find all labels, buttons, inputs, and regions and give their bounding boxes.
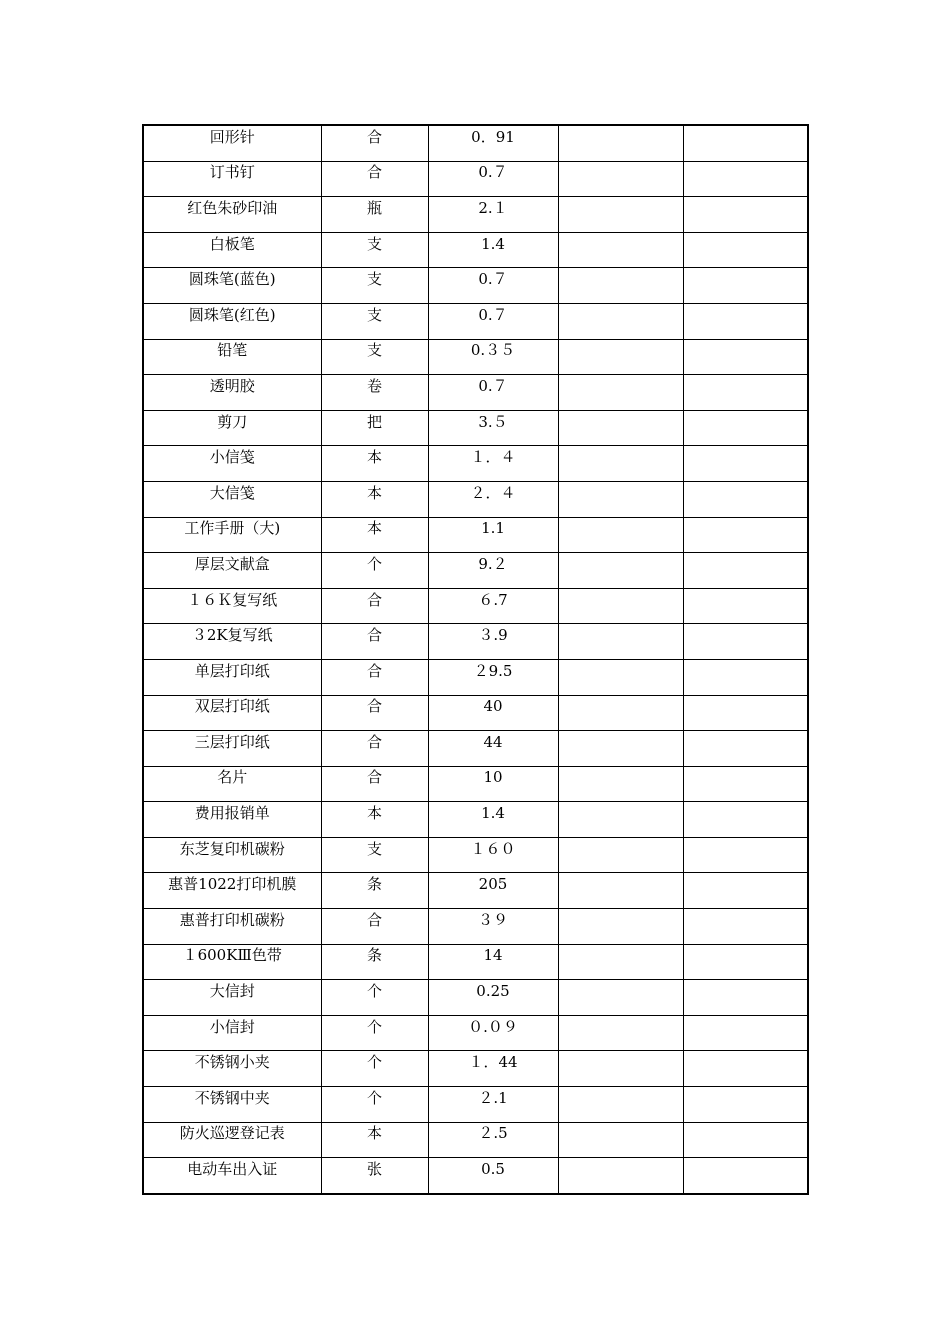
price-cell-text: １６０ (470, 839, 516, 858)
blank-cell (558, 624, 683, 660)
supplies-table (142, 124, 809, 1195)
price-cell-text: ２．４ (470, 483, 516, 502)
price-cell (428, 339, 558, 375)
blank-cell (558, 980, 683, 1016)
item-name-cell-text: 铅笔 (217, 341, 248, 360)
unit-cell-text: 合 (366, 127, 382, 146)
blank-cell (683, 837, 808, 873)
item-name-cell (143, 659, 321, 695)
price-cell (428, 659, 558, 695)
item-name-cell-text: 大信笺 (209, 483, 255, 502)
unit-cell-text: 支 (366, 270, 382, 289)
table-row (143, 232, 808, 268)
unit-cell (321, 873, 428, 909)
price-cell (428, 766, 558, 802)
table-row (143, 1087, 808, 1123)
price-cell-text: 10 (483, 768, 503, 787)
unit-cell-text: 支 (366, 234, 382, 253)
blank-cell (683, 410, 808, 446)
price-cell-text: ２.1 (478, 1088, 508, 1107)
price-cell-text: 205 (478, 875, 508, 894)
price-cell (428, 1122, 558, 1158)
price-cell-text: 1.1 (481, 519, 505, 538)
blank-cell (558, 232, 683, 268)
table-row (143, 268, 808, 304)
table-row (143, 410, 808, 446)
price-cell (428, 980, 558, 1016)
unit-cell (321, 303, 428, 339)
blank-cell (558, 1051, 683, 1087)
item-name-cell-text: １600KⅢ色带 (182, 946, 282, 965)
item-name-cell (143, 731, 321, 767)
item-name-cell-text: 双层打印纸 (194, 697, 270, 716)
unit-cell (321, 1087, 428, 1123)
unit-cell-text: 合 (366, 163, 382, 182)
item-name-cell-text: 费用报销单 (194, 804, 270, 823)
unit-cell-text: 合 (366, 768, 382, 787)
price-cell (428, 553, 558, 589)
unit-cell (321, 802, 428, 838)
item-name-cell (143, 268, 321, 304)
blank-cell (683, 695, 808, 731)
unit-cell (321, 731, 428, 767)
item-name-cell-text: 惠普打印机碳粉 (179, 910, 285, 929)
unit-cell-text: 个 (366, 1017, 382, 1036)
price-cell-text: 2.１ (478, 198, 508, 217)
price-cell (428, 161, 558, 197)
item-name-cell-text: 东芝复印机碳粉 (179, 839, 285, 858)
table-row (143, 553, 808, 589)
table-row (143, 802, 808, 838)
table-row (143, 695, 808, 731)
unit-cell (321, 909, 428, 945)
price-cell-text: 3.５ (478, 412, 508, 431)
item-name-cell (143, 553, 321, 589)
item-name-cell (143, 446, 321, 482)
table-row (143, 624, 808, 660)
unit-cell (321, 339, 428, 375)
item-name-cell (143, 1087, 321, 1123)
table-row (143, 837, 808, 873)
table-row (143, 481, 808, 517)
unit-cell-text: 卷 (366, 376, 382, 395)
unit-cell-text: 支 (366, 839, 382, 858)
item-name-cell-text: 惠普1022打印机膜 (168, 875, 297, 894)
item-name-cell-text: 工作手册（大) (184, 519, 281, 538)
price-cell-text: ６.7 (478, 590, 508, 609)
blank-cell (558, 659, 683, 695)
item-name-cell-text: 不锈钢小夹 (194, 1053, 270, 1072)
blank-cell (558, 837, 683, 873)
table-row (143, 1122, 808, 1158)
item-name-cell (143, 1051, 321, 1087)
price-cell (428, 695, 558, 731)
blank-cell (683, 481, 808, 517)
blank-cell (558, 517, 683, 553)
unit-cell-text: 合 (366, 661, 382, 680)
blank-cell (558, 1015, 683, 1051)
price-cell-text: ２9.5 (473, 661, 513, 680)
item-name-cell (143, 481, 321, 517)
price-cell-text: 0.25 (476, 982, 510, 1001)
table-row (143, 446, 808, 482)
blank-cell (683, 659, 808, 695)
blank-cell (683, 731, 808, 767)
blank-cell (683, 339, 808, 375)
item-name-cell-text: 订书钉 (209, 163, 255, 182)
price-cell (428, 232, 558, 268)
item-name-cell (143, 1158, 321, 1194)
item-name-cell (143, 837, 321, 873)
item-name-cell (143, 624, 321, 660)
price-cell-text: 14 (483, 946, 503, 965)
unit-cell-text: 合 (366, 626, 382, 645)
blank-cell (683, 268, 808, 304)
price-cell (428, 588, 558, 624)
blank-cell (558, 802, 683, 838)
item-name-cell-text: 名片 (217, 768, 248, 787)
price-cell-text: 0．91 (471, 127, 515, 146)
item-name-cell-text: 透明胶 (209, 376, 255, 395)
item-name-cell-text: 小信封 (209, 1017, 255, 1036)
item-name-cell-text: 剪刀 (217, 412, 248, 431)
item-name-cell (143, 303, 321, 339)
price-cell-text: ２.5 (478, 1124, 508, 1143)
unit-cell-text: 把 (366, 412, 382, 431)
unit-cell (321, 410, 428, 446)
table-row (143, 125, 808, 161)
unit-cell (321, 1158, 428, 1194)
price-cell (428, 268, 558, 304)
unit-cell-text: 个 (366, 554, 382, 573)
blank-cell (558, 446, 683, 482)
blank-cell (683, 553, 808, 589)
blank-cell (683, 1087, 808, 1123)
table-row (143, 1158, 808, 1194)
blank-cell (558, 125, 683, 161)
price-cell (428, 731, 558, 767)
price-cell-text: ３９ (477, 910, 508, 929)
table-row (143, 197, 808, 233)
item-name-cell (143, 410, 321, 446)
unit-cell-text: 个 (366, 1053, 382, 1072)
unit-cell (321, 268, 428, 304)
item-name-cell-text: ３2K复写纸 (191, 626, 273, 645)
item-name-cell (143, 802, 321, 838)
price-cell-text: 40 (483, 697, 503, 716)
price-cell (428, 802, 558, 838)
price-cell (428, 197, 558, 233)
item-name-cell-text: 电动车出入证 (187, 1160, 278, 1179)
blank-cell (683, 766, 808, 802)
blank-cell (683, 980, 808, 1016)
item-name-cell (143, 1015, 321, 1051)
price-cell-text: 0.３５ (470, 341, 516, 360)
item-name-cell-text: 厚层文献盒 (194, 554, 270, 573)
unit-cell-text: 本 (366, 519, 382, 538)
price-cell-text: ３.9 (478, 626, 508, 645)
item-name-cell (143, 517, 321, 553)
unit-cell (321, 1015, 428, 1051)
blank-cell (683, 303, 808, 339)
table-row (143, 1051, 808, 1087)
blank-cell (558, 873, 683, 909)
price-cell (428, 125, 558, 161)
price-cell-text: ０.０９ (468, 1017, 518, 1036)
item-name-cell-text: 三层打印纸 (194, 732, 270, 751)
price-cell (428, 1158, 558, 1194)
table-row (143, 944, 808, 980)
table-row (143, 375, 808, 411)
table-row (143, 980, 808, 1016)
blank-cell (683, 802, 808, 838)
blank-cell (683, 909, 808, 945)
unit-cell-text: 本 (366, 804, 382, 823)
price-cell (428, 410, 558, 446)
unit-cell-text: 个 (366, 1088, 382, 1107)
item-name-cell (143, 339, 321, 375)
item-name-cell (143, 766, 321, 802)
price-cell (428, 1087, 558, 1123)
price-cell-text: 1.4 (481, 234, 505, 253)
table-row (143, 873, 808, 909)
price-cell-text: １．44 (468, 1053, 518, 1072)
item-name-cell-text: １６Ｋ复写纸 (187, 590, 278, 609)
blank-cell (683, 944, 808, 980)
unit-cell-text: 个 (366, 982, 382, 1001)
unit-cell-text: 支 (366, 305, 382, 324)
blank-cell (683, 588, 808, 624)
price-cell (428, 837, 558, 873)
price-cell-text: 9.２ (478, 554, 508, 573)
unit-cell (321, 446, 428, 482)
item-name-cell-text: 不锈钢中夹 (194, 1088, 270, 1107)
table-row (143, 731, 808, 767)
blank-cell (558, 766, 683, 802)
blank-cell (683, 446, 808, 482)
unit-cell (321, 695, 428, 731)
unit-cell (321, 659, 428, 695)
item-name-cell (143, 1122, 321, 1158)
item-name-cell-text: 小信笺 (209, 448, 255, 467)
blank-cell (558, 268, 683, 304)
blank-cell (683, 624, 808, 660)
price-cell-text: 1.4 (481, 804, 505, 823)
unit-cell (321, 553, 428, 589)
blank-cell (683, 197, 808, 233)
price-cell (428, 481, 558, 517)
unit-cell-text: 条 (366, 875, 382, 894)
unit-cell-text: 合 (366, 697, 382, 716)
unit-cell (321, 1122, 428, 1158)
blank-cell (558, 303, 683, 339)
blank-cell (558, 197, 683, 233)
item-name-cell (143, 873, 321, 909)
price-cell (428, 909, 558, 945)
price-cell-text: 0.７ (478, 163, 508, 182)
unit-cell (321, 766, 428, 802)
unit-cell (321, 517, 428, 553)
blank-cell (558, 553, 683, 589)
blank-cell (558, 481, 683, 517)
unit-cell (321, 588, 428, 624)
table-row (143, 588, 808, 624)
unit-cell-text: 瓶 (366, 198, 382, 217)
blank-cell (683, 1015, 808, 1051)
unit-cell (321, 232, 428, 268)
price-cell (428, 1015, 558, 1051)
item-name-cell-text: 大信封 (209, 982, 255, 1001)
blank-cell (558, 1087, 683, 1123)
price-cell-text: 0.5 (481, 1160, 505, 1179)
unit-cell-text: 合 (366, 732, 382, 751)
price-cell (428, 944, 558, 980)
price-cell (428, 446, 558, 482)
item-name-cell-text: 圆珠笔(红色) (188, 305, 276, 324)
blank-cell (683, 1051, 808, 1087)
blank-cell (558, 909, 683, 945)
item-name-cell (143, 588, 321, 624)
price-cell-text: 0.７ (478, 376, 508, 395)
item-name-cell (143, 980, 321, 1016)
price-cell (428, 1051, 558, 1087)
blank-cell (683, 375, 808, 411)
supplies-price-sheet (142, 124, 807, 1195)
blank-cell (683, 161, 808, 197)
price-cell-text: 44 (483, 732, 503, 751)
unit-cell (321, 481, 428, 517)
item-name-cell-text: 白板笔 (209, 234, 255, 253)
unit-cell-text: 本 (366, 483, 382, 502)
unit-cell (321, 161, 428, 197)
item-name-cell (143, 695, 321, 731)
blank-cell (558, 339, 683, 375)
item-name-cell (143, 909, 321, 945)
blank-cell (558, 1158, 683, 1194)
price-cell (428, 303, 558, 339)
item-name-cell-text: 防火巡逻登记表 (179, 1124, 285, 1143)
blank-cell (558, 410, 683, 446)
item-name-cell-text: 单层打印纸 (194, 661, 270, 680)
unit-cell-text: 合 (366, 590, 382, 609)
table-row (143, 659, 808, 695)
blank-cell (558, 695, 683, 731)
unit-cell (321, 125, 428, 161)
blank-cell (683, 1158, 808, 1194)
price-cell-text: 0.７ (478, 305, 508, 324)
price-cell (428, 517, 558, 553)
blank-cell (558, 588, 683, 624)
unit-cell-text: 支 (366, 341, 382, 360)
table-row (143, 339, 808, 375)
table-row (143, 161, 808, 197)
table-row (143, 517, 808, 553)
item-name-cell-text: 圆珠笔(蓝色) (188, 270, 276, 289)
blank-cell (558, 1122, 683, 1158)
item-name-cell (143, 125, 321, 161)
item-name-cell (143, 232, 321, 268)
table-body (143, 125, 808, 1194)
table-row (143, 1015, 808, 1051)
table-row (143, 303, 808, 339)
unit-cell-text: 条 (366, 946, 382, 965)
price-cell-text: １．４ (470, 448, 516, 467)
blank-cell (683, 517, 808, 553)
price-cell (428, 375, 558, 411)
unit-cell-text: 合 (366, 910, 382, 929)
item-name-cell (143, 161, 321, 197)
unit-cell (321, 980, 428, 1016)
blank-cell (558, 161, 683, 197)
unit-cell-text: 本 (366, 1124, 382, 1143)
item-name-cell-text: 红色朱砂印油 (187, 198, 278, 217)
item-name-cell (143, 375, 321, 411)
price-cell (428, 873, 558, 909)
table-row (143, 766, 808, 802)
unit-cell (321, 1051, 428, 1087)
item-name-cell (143, 944, 321, 980)
price-cell-text: 0.７ (478, 270, 508, 289)
unit-cell (321, 197, 428, 233)
table-row (143, 909, 808, 945)
unit-cell (321, 375, 428, 411)
blank-cell (683, 232, 808, 268)
blank-cell (683, 873, 808, 909)
blank-cell (558, 944, 683, 980)
price-cell (428, 624, 558, 660)
blank-cell (683, 125, 808, 161)
item-name-cell (143, 197, 321, 233)
blank-cell (558, 375, 683, 411)
unit-cell-text: 本 (366, 448, 382, 467)
blank-cell (558, 731, 683, 767)
item-name-cell-text: 回形针 (209, 127, 255, 146)
unit-cell (321, 624, 428, 660)
unit-cell-text: 张 (366, 1160, 382, 1179)
unit-cell (321, 837, 428, 873)
blank-cell (683, 1122, 808, 1158)
unit-cell (321, 944, 428, 980)
